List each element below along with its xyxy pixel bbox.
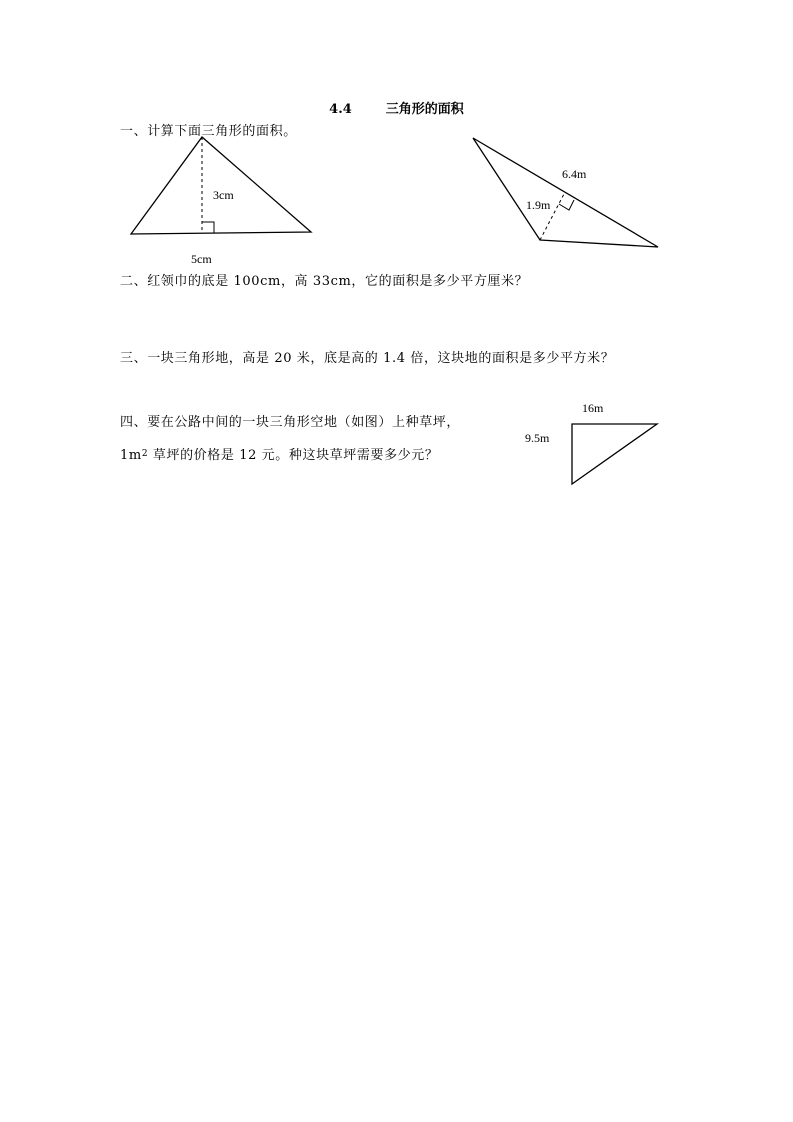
unit-base: 1m bbox=[120, 448, 142, 463]
question-3: 三、一块三角形地，高是 20 米，底是高的 1.4 倍，这块地的面积是多少平方米？ bbox=[120, 351, 615, 366]
triangle-b-outline bbox=[473, 138, 658, 247]
page-title bbox=[0, 98, 793, 117]
unit-exponent: 2 bbox=[141, 449, 149, 459]
section-number: 4.4 bbox=[329, 102, 352, 117]
question-4-line-1: 四、要在公路中间的一块三角形空地（如图）上种草坪， bbox=[120, 415, 461, 430]
triangle-c-outline bbox=[572, 424, 657, 484]
triangle-a-outline bbox=[131, 137, 311, 234]
question-4-line-2-text: 草坪的价格是 12 元。种这块草坪需要多少元？ bbox=[148, 448, 439, 463]
triangle-a-height-label: 3cm bbox=[213, 188, 234, 202]
question-4-line-2 bbox=[120, 444, 438, 463]
triangle-c-side-label: 9.5m bbox=[525, 431, 550, 445]
triangle-b-height-label: 1.9m bbox=[526, 198, 551, 212]
triangle-figure-b bbox=[465, 130, 670, 255]
triangle-a-base-label: 5cm bbox=[191, 252, 212, 266]
triangle-figure-a bbox=[125, 130, 325, 270]
triangle-c-top-label: 16m bbox=[582, 401, 604, 415]
right-angle-mark-a bbox=[202, 222, 214, 233]
question-1: 一、计算下面三角形的面积。 bbox=[120, 124, 297, 139]
triangle-figure-c bbox=[520, 395, 665, 490]
question-2: 二、红领巾的底是 100cm，高 33cm，它的面积是多少平方厘米？ bbox=[120, 274, 529, 289]
section-title: 三角形的面积 bbox=[385, 102, 464, 117]
triangle-b-base-label: 6.4m bbox=[562, 167, 587, 181]
right-angle-mark-b bbox=[559, 200, 574, 210]
